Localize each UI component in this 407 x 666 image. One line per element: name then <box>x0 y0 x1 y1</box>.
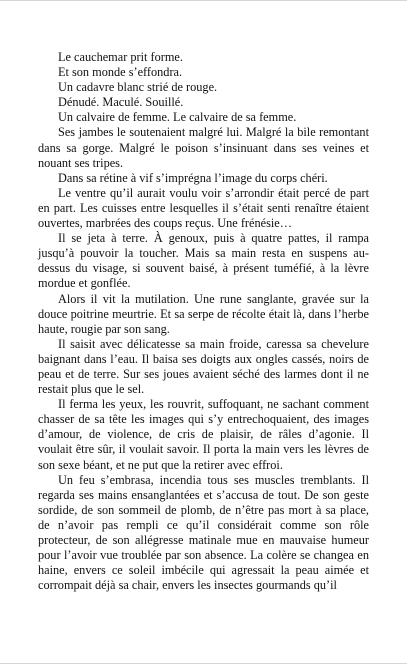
page-bottom-border <box>0 663 407 664</box>
paragraph-5: Un calvaire de femme. Le calvaire de sa femme. <box>58 110 297 125</box>
paragraph-1: Le cauchemar prit forme. <box>58 50 183 64</box>
paragraph-13: Un feu s’embrasa, incendia tous ses muscles tremblants. Il regarda ses mains ensanglantées et s’accusa de tout. De son geste sordide, de son sommeil de plomb, de n’être pas mort à sa place, de n’avoir pas rempli ce qu’il considérait comme son rôle protecteur, de son allégresse matinale mue en mauvaise humeur pour l’avoir vue troublée par son absence. La colère se changea en haine, envers ce soleil imbécile qui agressait la peau aimée et corrompait déjà sa chair, envers les insectes gourmands qu’il <box>38 472 369 593</box>
paragraph-12: Il ferma les yeux, les rouvrit, suffoquant, ne sachant comment chasser de sa tête les images qui s’y entrechoquaient, des images d’amour, de violence, de cris de plaisir, de râles d’agonie. Il voulait être sûr, il voulait savoir. Il porta la main vers les lèvres de son sexe béant, et ne put que la retirer avec effroi. <box>38 397 369 472</box>
paragraph-2: Et son monde s’effondra. <box>58 65 183 80</box>
paragraph-7: Dans sa rétine à vif s’imprégna l’image du corps chéri. <box>58 170 328 185</box>
paragraph-8: Le ventre qu’il aurait voulu voir s’arrondir était percé de part en part. Les cuisses entre lesquelles il s’était senti renaître étaient ouvertes, marbrées des coups reçus. Une frénésie… <box>38 185 369 231</box>
paragraph-6: Ses jambes le soutenaient malgré lui. Malgré la bile remontant dans sa gorge. Malgré le poison s’insinuant dans ses veines et nouant ses tripes. <box>38 125 369 170</box>
paragraph-3: Un cadavre blanc strié de rouge. <box>58 80 218 95</box>
paragraph-11: Il saisit avec délicatesse sa main froide, caressa sa chevelure baignant dans l’eau. Il baisa ses doigts aux ongles cassés, noirs de peau et de terre. Sur ses joues avaient séché des larmes dont il ne restait plus que le sel. <box>38 336 369 397</box>
page-top-border <box>0 0 407 1</box>
paragraph-4: Dénudé. Maculé. Souillé. <box>58 95 184 110</box>
paragraph-9: Il se jeta à terre. À genoux, puis à quatre pattes, il rampa jusqu’à pouvoir la toucher. Mais sa main resta en suspens au-dessus du visage, si souvent baisé, à présent tuméfié, à la lèvre mordue et gonflée. <box>38 231 369 291</box>
book-page-text <box>38 50 369 593</box>
paragraph-10: Alors il vit la mutilation. Une rune sanglante, gravée sur la douce poitrine meurtrie. Et sa serpe de récolte était là, dans l’herbe haute, rougie par son sang. <box>38 291 369 336</box>
